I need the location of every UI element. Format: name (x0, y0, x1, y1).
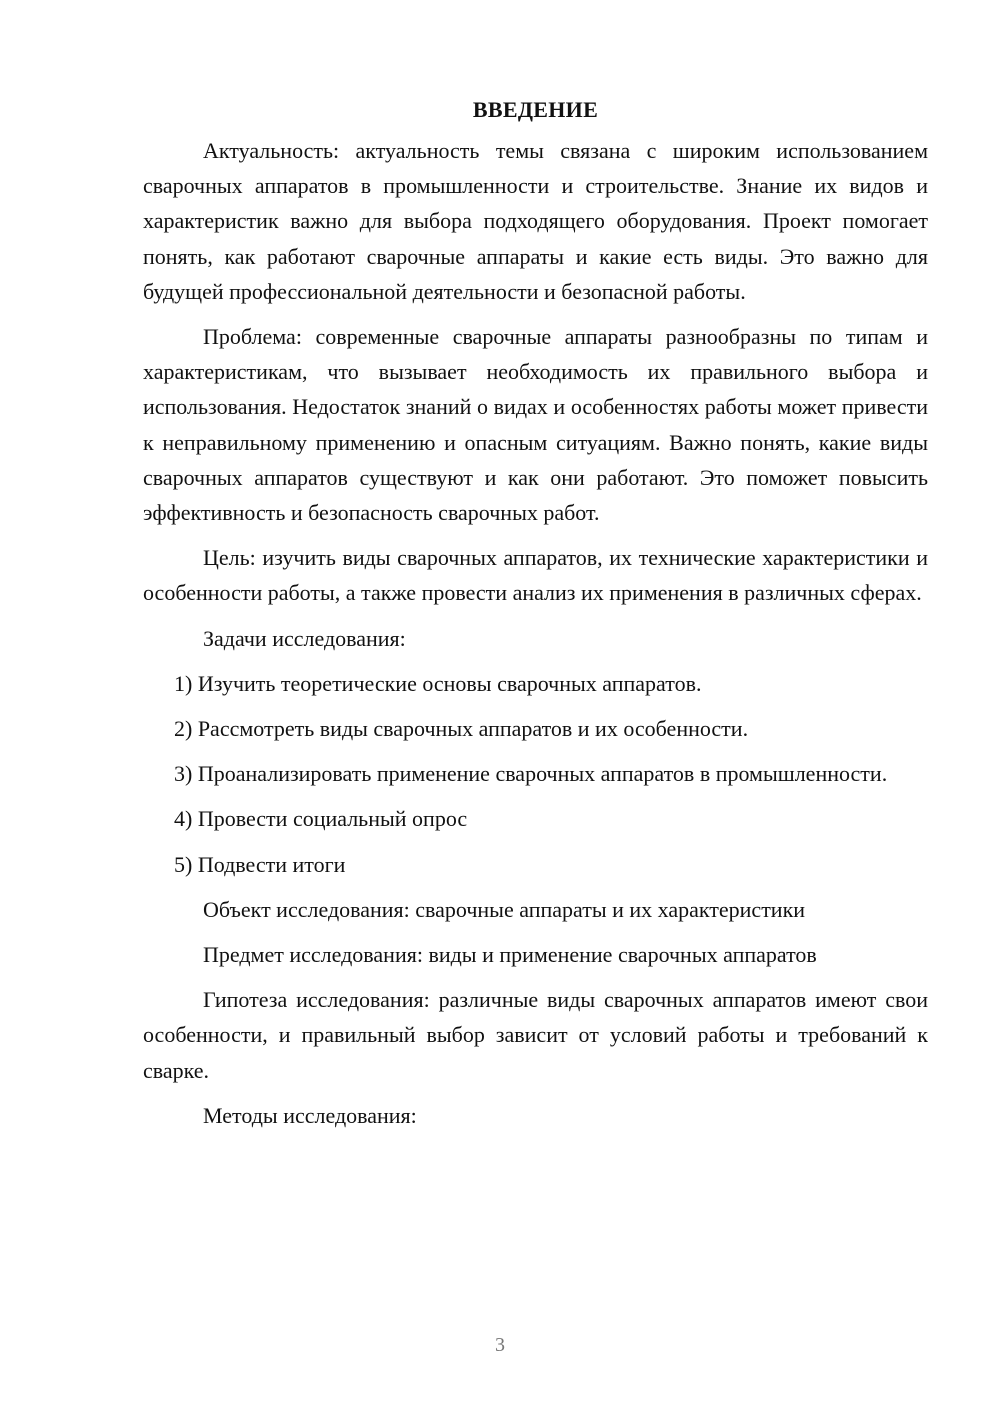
section-title: ВВЕДЕНИЕ (472, 97, 599, 122)
problem-paragraph: Проблема: современные сварочные аппараты разнообразны по типам и характеристикам, что вызывает необходимость их правильного выбора и использования. Недостаток знаний о видах и особенностях работы может привести к неправильному применению и опасным ситуациям. Важно понять, какие виды сварочных аппаратов существуют и как они работают. Это поможет повысить эффективность и безопасность сварочных работ. (143, 324, 928, 526)
task-item-5: 5) Подвести итоги (174, 851, 346, 877)
page-content (143, 95, 928, 1143)
task-item-2: 2) Рассмотреть виды сварочных аппаратов и их особенности. (174, 716, 749, 742)
task-item-1: 1) Изучить теоретические основы сварочных аппаратов. (174, 670, 702, 696)
goal-paragraph: Цель: изучить виды сварочных аппаратов, их технические характеристики и особенности работы, а также провести анализ их применения в различных сферах. (143, 545, 928, 606)
methods-heading: Методы исследования: (203, 1102, 417, 1128)
relevance-paragraph: Актуальность: актуальность темы связана с широким использованием сварочных аппаратов в промышленности и строительстве. Знание их видов и характеристик важно для выбора подходящего оборудования. Проект помогает понять, как работают сварочные аппараты и какие есть виды. Это важно для будущей профессиональной деятельности и безопасной работы. (143, 138, 928, 304)
task-item-4: 4) Провести социальный опрос (174, 806, 468, 832)
tasks-heading: Задачи исследования: (203, 625, 406, 651)
page-number: 3 (495, 1334, 505, 1356)
hypothesis-paragraph: Гипотеза исследования: различные виды сварочных аппаратов имеют свои особенности, и правильный выбор зависит от условий работы и требований к сварке. (143, 987, 928, 1083)
object-paragraph: Объект исследования: сварочные аппараты и их характеристики (203, 896, 806, 922)
subject-paragraph: Предмет исследования: виды и применение сварочных аппаратов (203, 942, 817, 968)
task-item-3: 3) Проанализировать применение сварочных аппаратов в промышленности. (174, 761, 888, 787)
